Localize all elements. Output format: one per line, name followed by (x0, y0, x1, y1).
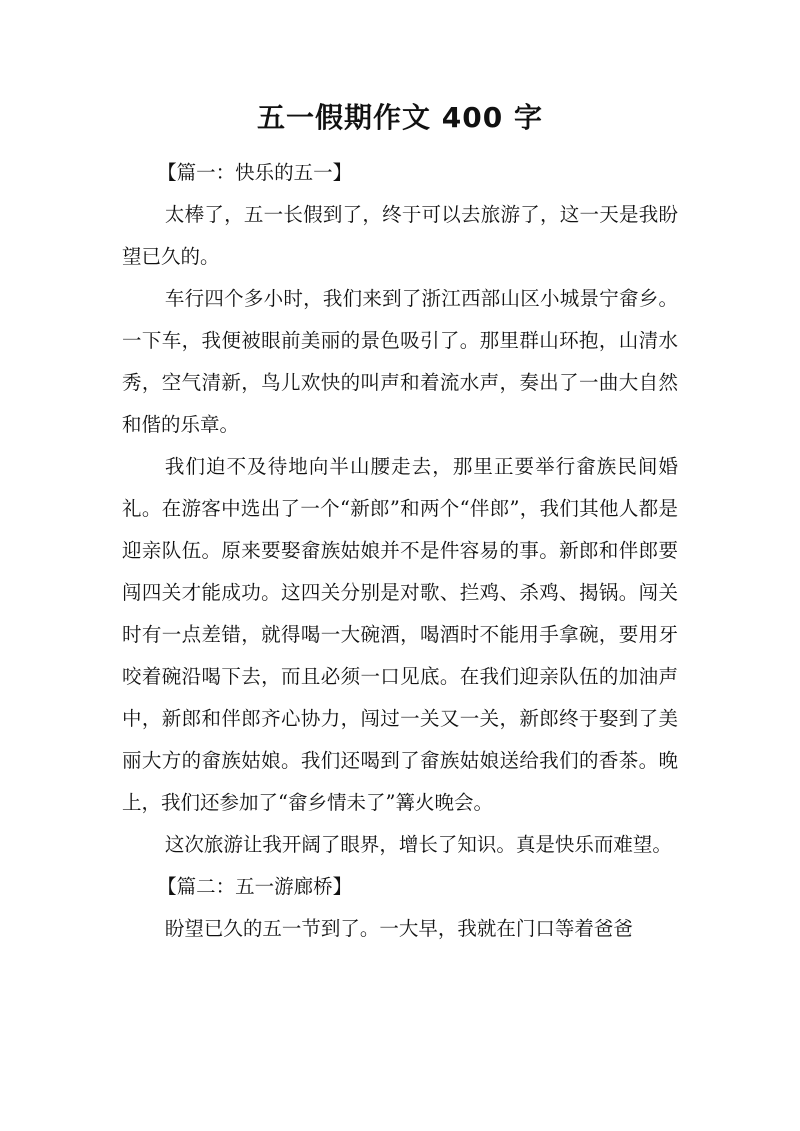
document-body (122, 152, 678, 950)
page-title: 五一假期作文 400 字 (257, 101, 543, 134)
paragraph: 盼望已久的五一节到了。一大早，我就在门口等着爸爸 (164, 917, 633, 940)
section-heading-2: 【篇二：五一游廊桥】 (157, 875, 353, 898)
paragraph: 我们迫不及待地向半山腰走去，那里正要举行畲族民间婚礼。在游客中选出了一个“新郎”和两个“伴郎”，我们其他人都是迎亲队伍。原来要娶畲族姑娘并不是件容易的事。新郎和伴郎要闯四关才能成功。这四关分别是对歌、拦鸡、杀鸡、揭锅。闯关时有一点差错，就得喝一大碗酒，喝酒时不能用手拿碗，要用牙咬着碗沿喝下去，而且必须一口见底。在我们迎亲队伍的加油声中，新郎和伴郎齐心协力，闯过一关又一关，新郎终于娶到了美丽大方的畲族姑娘。我们还喝到了畲族姑娘送给我们的香茶。晚上，我们还参加了“畲乡情未了”篝火晚会。 (122, 455, 678, 814)
paragraph: 太棒了，五一长假到了，终于可以去旅游了，这一天是我盼望已久的。 (122, 203, 678, 268)
section-heading-1: 【篇一：快乐的五一】 (157, 161, 353, 184)
paragraph: 车行四个多小时，我们来到了浙江西部山区小城景宁畲乡。一下车，我便被眼前美丽的景色吸引了。那里群山环抱，山清水秀，空气清新，鸟儿欢快的叫声和着流水声，奏出了一曲大自然和偕的乐章。 (122, 287, 678, 436)
paragraph: 这次旅游让我开阔了眼界，增长了知识。真是快乐而难望。 (164, 833, 672, 856)
